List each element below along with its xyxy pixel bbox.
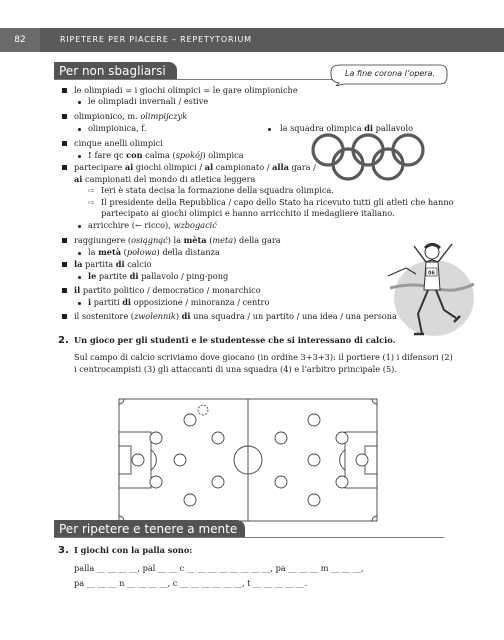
athlete-illustration [384,238,476,340]
vocab-item-squadra-olimpica: la squadra olimpica di pallavolo [280,123,413,133]
bullet-square [62,141,67,146]
running-title: RIPETERE PER PIACERE – REPETYTORIUM [60,35,252,44]
vocab-item: olimpionica, f. [88,123,147,133]
vocab-item: le olimpiadi invernali / estive [88,96,209,106]
exercise-3-title: I giochi con la palla sono: [74,545,193,555]
exercise-2-title: Un gioco per gli studenti e le studentesse che si interessano di calcio. [74,335,396,345]
bullet-square [62,314,67,319]
section-rule [54,537,444,538]
example-arrow-icon: ⇨ [88,198,95,207]
vocab-item: il sostenitore (zwolennik) di una squadra / un partito / una idea / una persona [74,311,397,321]
vocab-item: la metà (połowa) della distanza [88,247,220,257]
bubble-proverb: La fine corona l’opera. [345,69,435,78]
player-position-circles [132,414,368,506]
bullet-square [62,238,67,243]
bullet-square [62,114,67,119]
referee-position-circle [198,405,208,415]
vocab-item: raggiungere (osiągnąć) la mèta (meta) della gara [74,235,281,245]
vocab-item: i partiti di opposizione / minoranza / centro [88,297,270,307]
vocab-item: ai campionati del mondo di atletica leggera [74,174,256,184]
bib-number: 06 [428,270,435,277]
vocab-item: la partita di calcio [74,259,152,269]
football-field-diagram [118,398,378,522]
vocab-item: partecipare ai giochi olimpici / al campionato / alla gara / [74,162,316,172]
page-number: 82 [0,28,40,52]
exercise-3-line-1: palla __ __ __ __, pal __ __ c __ __ __ __ __ __ __ __, pa __ __ __ m __ __ __, [74,563,364,573]
vocab-item: le olimpiadi = i giochi olimpici = le gare olimpioniche [74,85,298,95]
vocab-item: le partite di pallavolo / ping-pong [88,271,229,281]
section-title-per-non-sbagliarsi: Per non sbagliarsi [54,62,177,80]
exercise-2-number: 2. [58,335,69,346]
vocab-item: olimpionico, m. olimpijczyk [74,111,188,121]
bullet-square [62,165,67,170]
bullet-square [62,288,67,293]
vocab-item: cinque anelli olimpici [74,138,163,148]
bullet-dot [78,101,81,104]
example-sentence: partecipato ai giochi olimpici e hanno arricchito il medagliere italiano. [101,208,395,218]
bullet-dot [78,225,81,228]
bullet-square [62,262,67,267]
example-sentence: Il presidente della Repubblica / capo dello Stato ha ricevuto tutti gli atleti che hanno [101,197,454,207]
bullet-dot [78,276,81,279]
bullet-dot [78,155,81,158]
example-arrow-icon: ⇨ [88,186,95,195]
exercise-2-line-2: i centrocampisti (3) gli attaccanti di una squadra (4) e l’arbitro principale (5). [74,364,397,374]
exercise-3-line-2: pa __ __ __ n __ __ __ __, c __ __ __ __ __ __, t __ __ __ __ __. [74,578,308,588]
bullet-dot [78,252,81,255]
bullet-dot [78,302,81,305]
exercise-2-line-1: Sul campo di calcio scriviamo dove giocano (in ordine 3+3+3): il portiere (1) i difensori (2) [74,352,453,362]
bullet-dot [78,128,81,131]
example-sentence: Ieri è stata decisa la formazione della squadra olimpica. [101,185,334,195]
vocab-item: ! fare qc con calma (spokój) olimpica [88,150,244,160]
bullet-dot [268,128,271,131]
section-title-per-ripetere: Per ripetere e tenere a mente [54,520,245,538]
bullet-square [62,88,67,93]
olympic-rings-illustration [308,132,432,182]
vocab-item: il partito politico / democratico / monarchico [74,285,261,295]
exercise-3-number: 3. [58,545,69,556]
vocab-item: arricchire (← ricco), wzbogacić [88,220,217,230]
